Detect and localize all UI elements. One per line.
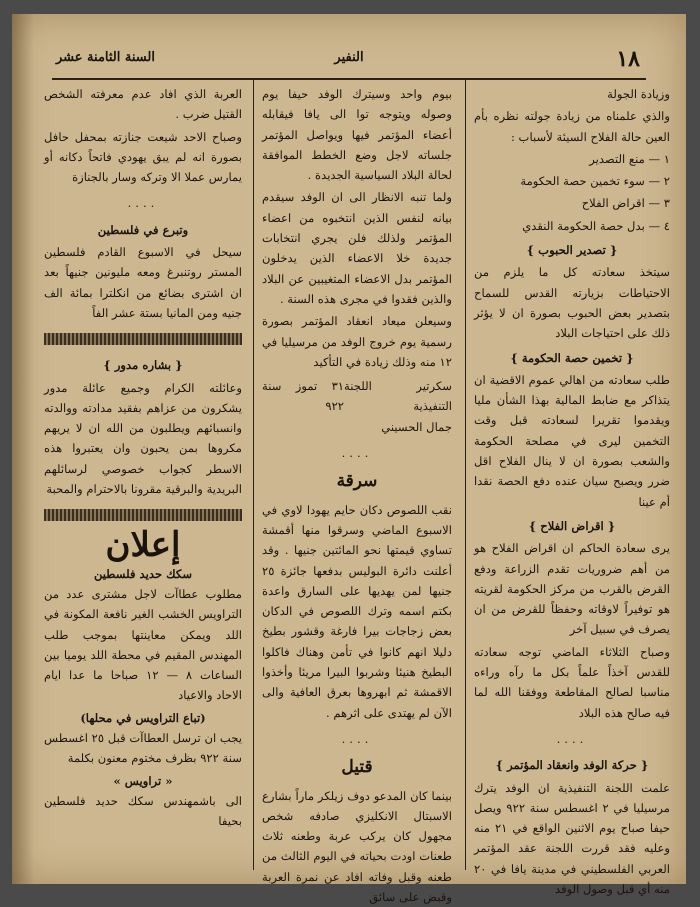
newspaper-name: النفير: [334, 50, 363, 65]
section-heading: { تخمين حصة الحكومة }: [474, 348, 670, 368]
signature-title: سكرتير اللجنة التنفيذية: [344, 376, 452, 417]
article-title: وتبرع في فلسطين: [44, 220, 242, 240]
paragraph: وزيادة الجولة: [474, 84, 670, 104]
paragraph: مطلوب عطاآت لاجل مشترى عدد من التراويس الخشب الغير نافعة المكونة في اللد ويمكن معاينتها بموجب طلب المهندس المقيم في محطة اللد يوميا بين الساعات ٨ — ١٢ صباحا ما عدا ايام الاحاد والاعياد: [44, 584, 242, 706]
ornamental-rule: [44, 509, 242, 521]
paragraph: سيتخذ سعادته كل ما يلزم من الاحتياطات بزيارته القدس للسماح بتصدير بعض الحبوب بصورة ان لا يؤثر ذلك على احتياجات البلاد: [474, 262, 670, 343]
column-rule: [253, 80, 254, 870]
column-rule: [465, 80, 466, 870]
paragraph: يرى سعادة الحاكم ان اقراض الفلاح هو من أهم ضروريات تقدم الزراعة ودفع القرض بالقرب من مركز الحكومة لقريته هو توفيراً لاوقاته وحفظاً للقرض من ان يصرف في سبيل آخر: [474, 538, 670, 639]
paragraph: والذي علمناه من زيادة جولته نظره بأم العين حالة الفلاح السيئة لأسباب :: [474, 106, 670, 147]
paragraph: علمت اللجنة التنفيذية ان الوفد يترك مرسيليا في ٢ اغسطس سنة ٩٢٢ ويصل حيفا صباح يوم الاثنين الواقع في ٢١ منه وعليه فقد قررت اللجنة عقد المؤتمر العربي الفلسطيني في مدينة يافا في ٢٠ منه أي قبل وصول الوفد: [474, 778, 670, 900]
article-title: سرقة: [262, 471, 452, 491]
section-heading: { حركة الوفد وانعقاد المؤتمر }: [474, 755, 670, 775]
signature-block: [262, 376, 452, 437]
article-title: { بشاره مدور }: [44, 355, 242, 375]
advert-note: (تباع التراويس في محلها): [44, 708, 242, 728]
section-heading: { اقراض الفلاح }: [474, 516, 670, 536]
article-title: قتيل: [262, 757, 452, 777]
list-item: ٣ — اقراض الفلاح: [474, 193, 670, 213]
paragraph: وصباح الاحد شيعت جنازته بمحفل حافل بصورة انه لم يبق يهودي فاتحاً دكانه أو يمارس عملا الا وتركه وسار بالجنازة: [44, 127, 242, 188]
paragraph: سيحل في الاسبوع القادم فلسطين المستر روتنبرغ ومعه مليونين جنيهاً بعد ان اشترى بضائع من انكلترا بمائة الف جنيه ومن المانيا بستة عشر الفاً: [44, 242, 242, 323]
separator: ....: [262, 443, 452, 463]
column-left: [44, 84, 242, 864]
paragraph: بينما كان المدعو دوف زيلكر ماراً بشارع الاسبتال الانكليزي صادفه شخص مجهول كان يركب عربة وطعنه ثلاث طعنات اودت بحياته في اليوم الثالث من طعنه وقبل وفاته افاد عن نمرة العربة وقبض على سائق: [262, 786, 452, 907]
advert-keyword: « تراويس »: [44, 771, 242, 791]
advert-heading: إعلان: [44, 535, 242, 555]
separator: ....: [262, 729, 452, 749]
paragraph: وعائلته الكرام وجميع عائلة مدور يشكرون من عزاهم بفقيد مدادته ووالدته وانسبائهم ويطلبون من الله ان لا يريهم مكروها بمن يحبون وان يعتبروا هذه الاسطر كجواب خصوصي لرسائلهم البريدية والبرقية مقرونا بالاحترام والمحبة: [44, 378, 242, 500]
list-item: ١ — منع التصدير: [474, 149, 670, 169]
newspaper-page: [12, 14, 686, 884]
page-shadow-edge: [12, 14, 34, 884]
separator: ....: [44, 193, 242, 213]
list-item: ٢ — سوء تخمين حصة الحكومة: [474, 171, 670, 191]
paragraph: وسيعلن ميعاد انعقاد المؤتمر بصورة رسمية يوم خروج الوفد من مرسيليا في ١٢ منه وذلك زيادة في التأكيد: [262, 311, 452, 372]
page-header: [52, 44, 646, 80]
column-middle: [262, 84, 452, 864]
paragraph: الى باشمهندس سكك حديد فلسطين بحيفا: [44, 791, 242, 832]
paragraph: نقب اللصوص دكان حايم يهودا لاوي في الاسبوع الماضي وسرقوا منها أقمشة تساوي قيمتها نحو المائتين جنيها . وقد أعلنت دائرة البوليس بدفعها جائزة ٢٥ جنيها لمن يهديها على السارق واعدة بكتم اسمه وترك اللصوص في الدكان بعض زجاجات بيرا فارغة وقشور بطيخ دليلا انهم كانوا في تأمن وهناك فاكلوا البطيخ هنيئا وشربوا البيرا مريئا وأخذوا الاقمشة ثم ابهروها بعرق العافية والى الآن لم يهتدى على اثرهم .: [262, 500, 452, 723]
column-right: [474, 84, 670, 864]
ornamental-rule: [44, 333, 242, 345]
list-item: ٤ — بدل حصة الحكومة النقدي: [474, 216, 670, 236]
section-heading: { تصدير الحبوب }: [474, 240, 670, 260]
paragraph: بيوم واحد وسيترك الوفد حيفا يوم وصوله ويتوجه توا الى يافا فيقابله أعضاء المؤتمر فيها ويواصل المؤتمر جلساته لاجل وضع الخطط الموافقة لحالة البلاد السياسية الجديدة .: [262, 84, 452, 185]
separator: ....: [474, 729, 670, 749]
page-number: ١٨: [616, 46, 640, 72]
paragraph: يجب ان ترسل العطاآت قبل ٢٥ اغسطس سنة ٩٢٢ بظرف مختوم معنون بكلمة: [44, 728, 242, 769]
year-label: السنة الثامنة عشر: [56, 50, 155, 65]
paragraph: وصباح الثلاثاء الماضي توجه سعادته للقدس آخذاً علماً بكل ما رآه وراءه مناسبا لصالح المقاطعة ووفقنا الله لما فيه صالح هذه البلاد: [474, 642, 670, 723]
article-date: ٣١ تموز سنة ٩٢٢: [262, 376, 344, 417]
paragraph: العربة الذي افاد عدم معرفته الشخص القتيل ضرب .: [44, 84, 242, 125]
signature-name: جمال الحسيني: [262, 417, 452, 437]
advert-title: سكك حديد فلسطين: [44, 564, 242, 584]
paragraph: ولما تنبه الانظار الى ان الوفد سيقدم بيانه لنفس الذين انتخبوه من اعضاء المؤتمر ولذلك فلن يجري انتخابات جديدة خلا الاعضاء الذين يدخلون المؤتمر بدل الاعضاء المتغيبين عن البلاد والذين فقدوا في مجرى هذه السنة .: [262, 187, 452, 309]
paragraph: طلب سعادته من اهالي عموم الاقضية ان يتذاكر مع ضابط المالية بهذا الشأن مليا ويقدموا تقريرا لسعادته قبل وقت التخمين ليرى في مصلحة الحكومة والشعب بصورة ان لا ينال الفلاح اقل ضرر ويصبح سيان عنده دفع الحصة نقدا أم عينا: [474, 370, 670, 512]
